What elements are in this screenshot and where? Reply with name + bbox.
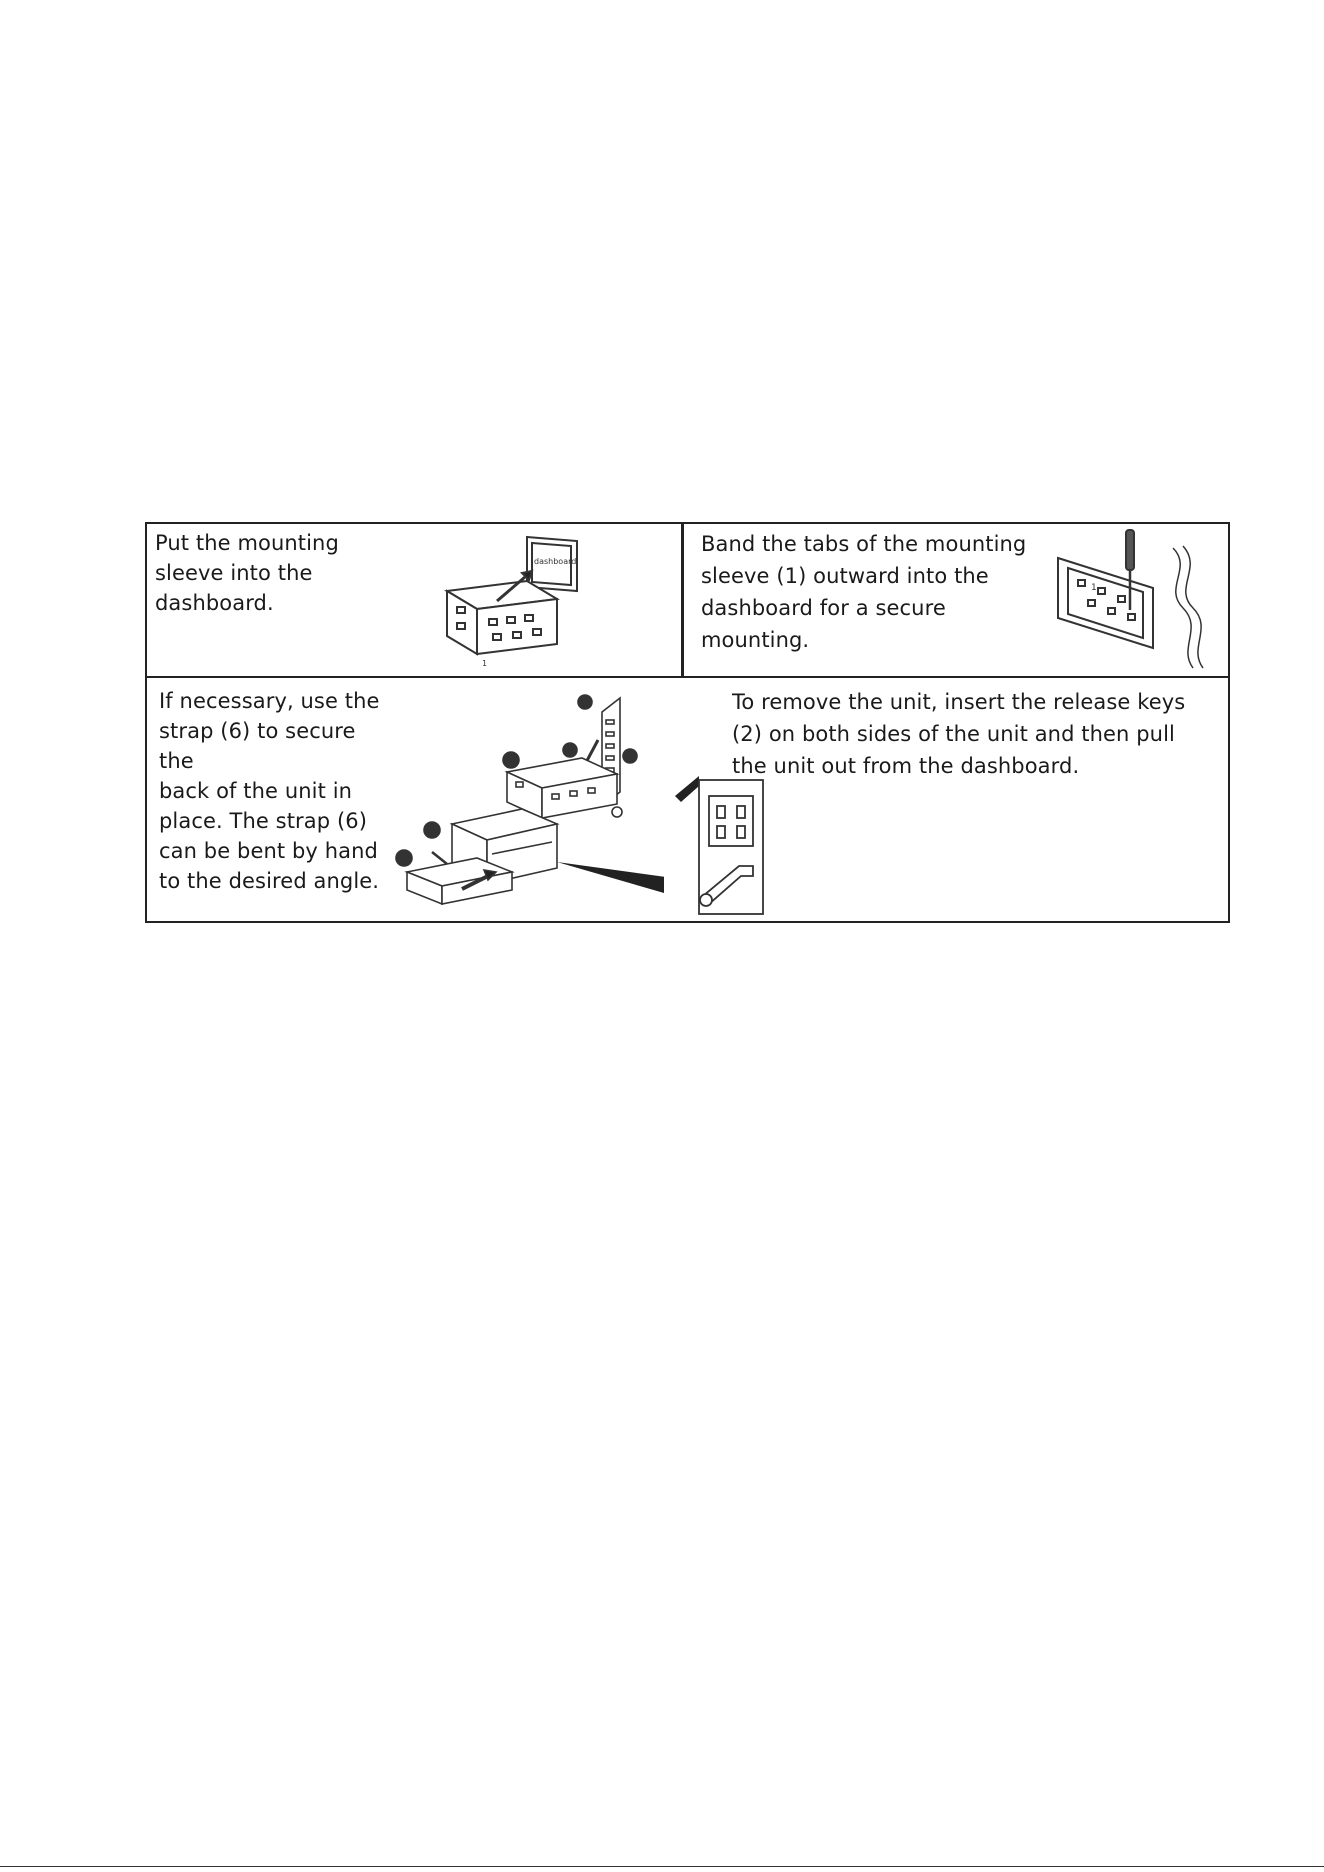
installation-instructions-table [145, 522, 1230, 923]
sleeve-into-dashboard-illustration [437, 529, 587, 669]
step-bend-tabs-text: Band the tabs of the mounting sleeve (1) outward into the dashboard for a secure mounting. [701, 532, 1027, 652]
step-strap-text: If necessary, use the strap (6) to secure the back of the unit in place. The strap (6) can be bent by hand to the desired angle. [159, 689, 380, 893]
step-mounting-sleeve-text: Put the mounting sleeve into the dashboard. [155, 531, 339, 615]
page-bottom-rule [0, 1866, 1324, 1867]
exploded-assembly-illustration [392, 684, 664, 914]
callout-2: 2 [428, 824, 435, 837]
callout-6: 6 [581, 696, 588, 709]
callout-5: 5 [626, 750, 633, 763]
callout-3: 3 [400, 852, 407, 865]
part-1-label: 1 [1091, 583, 1097, 593]
column-divider [681, 524, 684, 678]
dashboard-label: dashboard [534, 557, 577, 566]
callout-1: 1 [507, 754, 514, 767]
bend-tabs-illustration [1043, 528, 1218, 670]
row-divider [147, 676, 1228, 678]
part-1-label: 1 [482, 659, 488, 668]
release-key-zoom-illustration [669, 756, 769, 916]
step-remove-unit-text: To remove the unit, insert the release keys (2) on both sides of the unit and then pull the unit out from the dashboard. [732, 690, 1186, 778]
callout-4: 4 [566, 744, 573, 757]
